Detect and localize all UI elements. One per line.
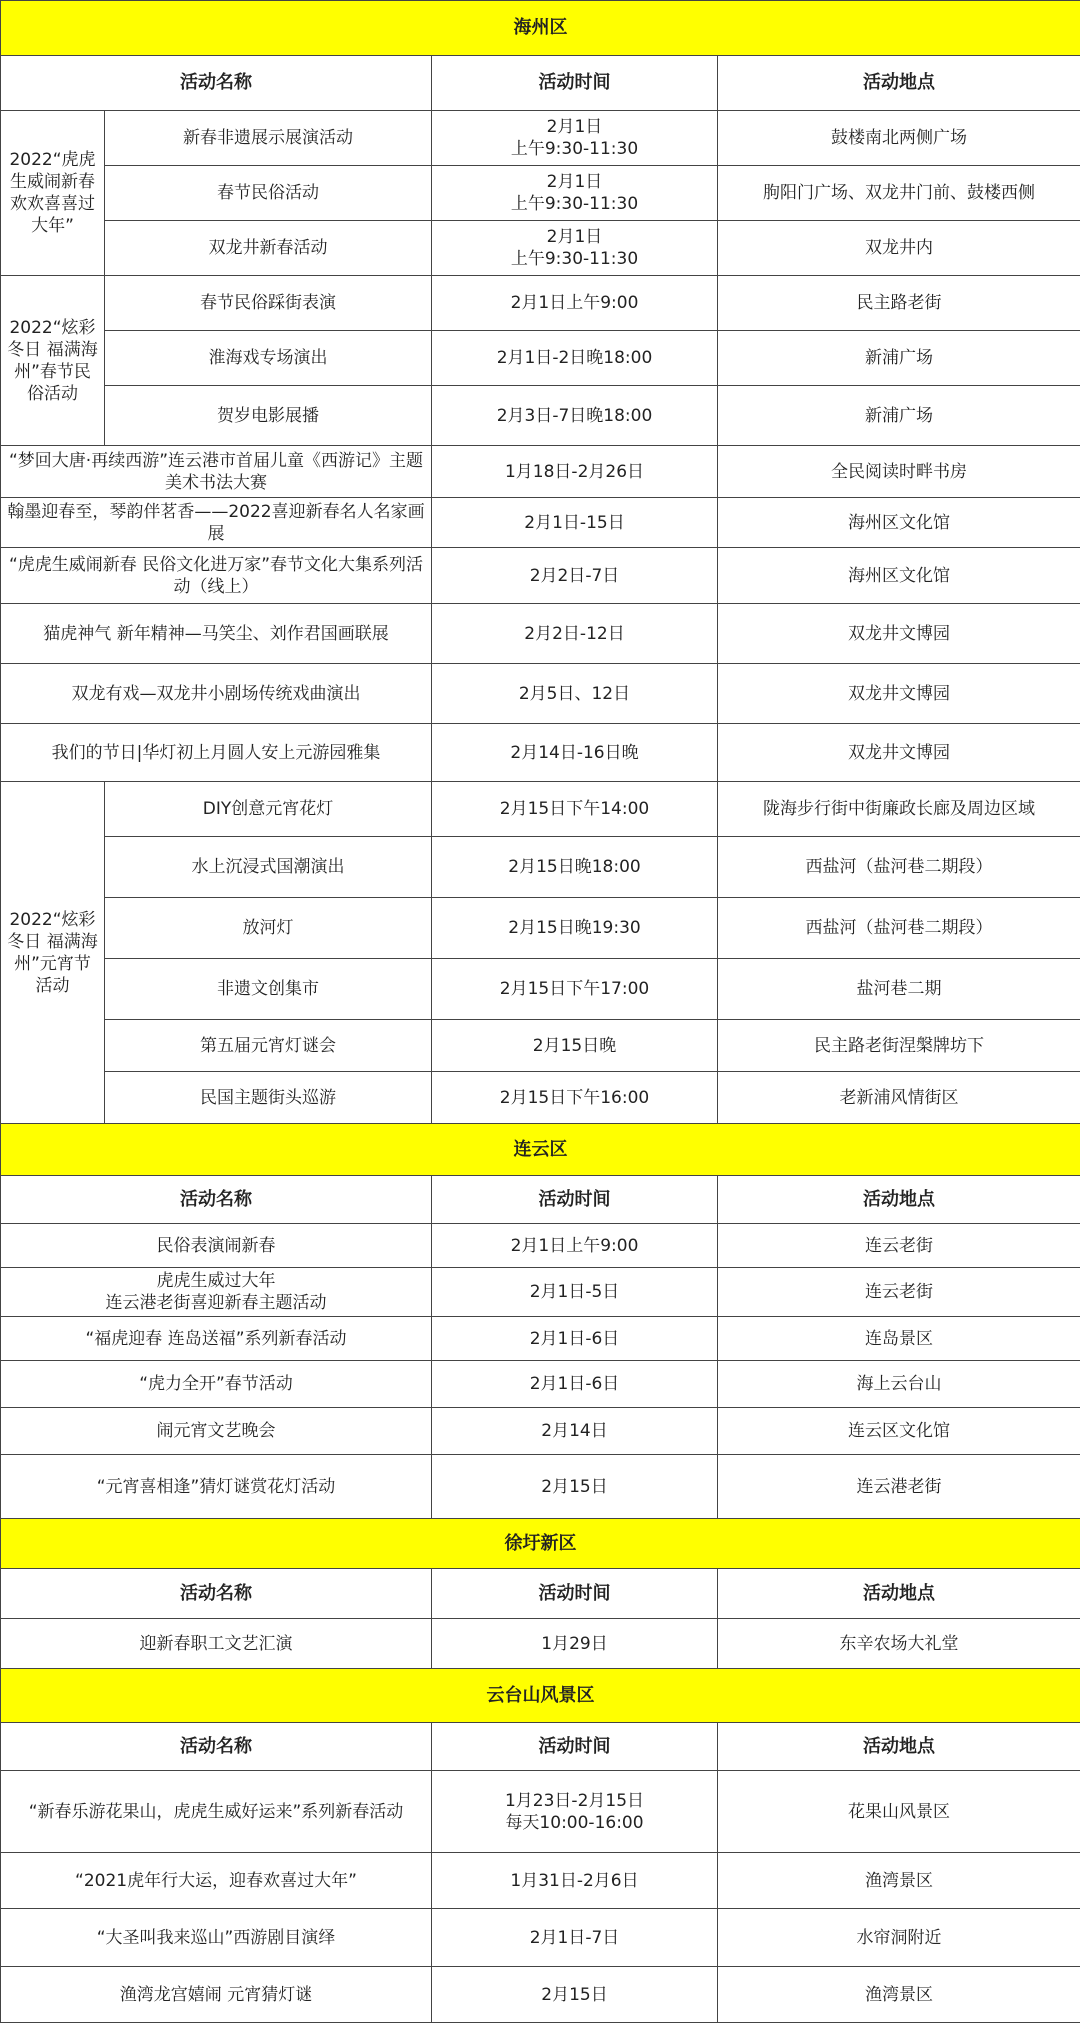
section-title-xuwei: 徐圩新区 <box>1 1519 1080 1569</box>
activity-name: “虎虎生威闹新春 民俗文化进万家”春节文化大集系列活动（线上） <box>1 548 432 604</box>
header-name: 活动名称 <box>1 1569 432 1619</box>
activity-name: 非遗文创集市 <box>105 959 432 1020</box>
header-name: 活动名称 <box>1 1723 432 1771</box>
table-row <box>1 1455 1080 1519</box>
activity-place: 双龙井文博园 <box>718 664 1080 724</box>
group-label: 2022“炫彩冬日 福满海州”元宵节活动 <box>1 782 105 1124</box>
activity-time: 2月2日-12日 <box>432 604 718 664</box>
activity-time: 2月15日 <box>432 1967 718 2023</box>
activity-name: 翰墨迎春至，琴韵伴茗香——2022喜迎新春名人名家画展 <box>1 498 432 548</box>
activity-place: 双龙井文博园 <box>718 604 1080 664</box>
table-row <box>1 724 1080 782</box>
activity-name: 双龙井新春活动 <box>105 221 432 276</box>
activity-name: “虎力全开”春节活动 <box>1 1361 432 1408</box>
header-name: 活动名称 <box>1 56 432 111</box>
table-row <box>1 1408 1080 1455</box>
activity-name: 春节民俗踩街表演 <box>105 276 432 331</box>
section-title-lianyun: 连云区 <box>1 1124 1080 1176</box>
activity-time: 2月15日下午14:00 <box>432 782 718 837</box>
table-row <box>1 1268 1080 1317</box>
activity-place: 全民阅读时畔书房 <box>718 446 1080 498</box>
activity-name: 我们的节日|华灯初上月圆人安上元游园雅集 <box>1 724 432 782</box>
activity-place: 新浦广场 <box>718 386 1080 446</box>
activity-time: 2月1日-6日 <box>432 1361 718 1408</box>
activity-name: “新春乐游花果山，虎虎生威好运来”系列新春活动 <box>1 1771 432 1853</box>
table-row <box>1 959 1080 1020</box>
activity-time: 2月1日-6日 <box>432 1317 718 1361</box>
activity-name: 渔湾龙宫嬉闹 元宵猜灯谜 <box>1 1967 432 2023</box>
activity-time: 1月23日-2月15日 每天10:00-16:00 <box>432 1771 718 1853</box>
activity-place: 水帘洞附近 <box>718 1909 1080 1967</box>
table-row <box>1 1224 1080 1268</box>
activity-time: 2月1日-7日 <box>432 1909 718 1967</box>
activity-time: 1月29日 <box>432 1619 718 1669</box>
activity-place: 老新浦风情街区 <box>718 1072 1080 1124</box>
activity-time: 2月15日晚19:30 <box>432 898 718 959</box>
activity-name: 放河灯 <box>105 898 432 959</box>
activity-place: 海上云台山 <box>718 1361 1080 1408</box>
header-time: 活动时间 <box>432 1176 718 1224</box>
table-row <box>1 331 1080 386</box>
activity-name: “元宵喜相逢”猜灯谜赏花灯活动 <box>1 1455 432 1519</box>
activity-place: 花果山风景区 <box>718 1771 1080 1853</box>
activity-place: 朐阳门广场、双龙井门前、鼓楼西侧 <box>718 166 1080 221</box>
activity-name: 猫虎神气 新年精神—马笑尘、刘作君国画联展 <box>1 604 432 664</box>
activity-time: 2月1日 上午9:30-11:30 <box>432 221 718 276</box>
table-row <box>1 1020 1080 1072</box>
activity-place: 渔湾景区 <box>718 1967 1080 2023</box>
table-row <box>1 276 1080 331</box>
activity-place: 双龙井内 <box>718 221 1080 276</box>
activity-place: 西盐河（盐河巷二期段） <box>718 898 1080 959</box>
activity-time: 1月31日-2月6日 <box>432 1853 718 1909</box>
table-row <box>1 1317 1080 1361</box>
activity-time: 2月15日下午16:00 <box>432 1072 718 1124</box>
activity-name: 虎虎生威过大年 连云港老街喜迎新春主题活动 <box>1 1268 432 1317</box>
activity-name: 民俗表演闹新春 <box>1 1224 432 1268</box>
activity-place: 西盐河（盐河巷二期段） <box>718 837 1080 898</box>
activity-time: 2月14日-16日晚 <box>432 724 718 782</box>
activity-time: 2月3日-7日晚18:00 <box>432 386 718 446</box>
activity-place: 海州区文化馆 <box>718 498 1080 548</box>
section-title-yuntai: 云台山风景区 <box>1 1669 1080 1723</box>
activity-place: 连云老街 <box>718 1268 1080 1317</box>
table-row <box>1 1853 1080 1909</box>
activity-place: 民主路老街 <box>718 276 1080 331</box>
table-row <box>1 664 1080 724</box>
activity-name: 贺岁电影展播 <box>105 386 432 446</box>
activity-name: 淮海戏专场演出 <box>105 331 432 386</box>
activity-time: 2月1日 上午9:30-11:30 <box>432 166 718 221</box>
activity-time: 2月15日晚 <box>432 1020 718 1072</box>
activity-place: 新浦广场 <box>718 331 1080 386</box>
header-place: 活动地点 <box>718 1569 1080 1619</box>
activity-place: 连云老街 <box>718 1224 1080 1268</box>
table-row <box>1 1909 1080 1967</box>
activity-time: 2月5日、12日 <box>432 664 718 724</box>
activity-time: 2月1日-5日 <box>432 1268 718 1317</box>
table-row <box>1 837 1080 898</box>
table-row <box>1 1072 1080 1124</box>
header-place: 活动地点 <box>718 1723 1080 1771</box>
activity-place: 盐河巷二期 <box>718 959 1080 1020</box>
activity-name: 水上沉浸式国潮演出 <box>105 837 432 898</box>
table-row <box>1 386 1080 446</box>
activity-place: 民主路老街涅槃牌坊下 <box>718 1020 1080 1072</box>
table-row <box>1 166 1080 221</box>
group-label: 2022“炫彩冬日 福满海州”春节民俗活动 <box>1 276 105 446</box>
activity-place: 东辛农场大礼堂 <box>718 1619 1080 1669</box>
activity-name: 闹元宵文艺晚会 <box>1 1408 432 1455</box>
activity-place: 海州区文化馆 <box>718 548 1080 604</box>
table-row <box>1 498 1080 548</box>
activity-place: 渔湾景区 <box>718 1853 1080 1909</box>
activity-time: 2月15日下午17:00 <box>432 959 718 1020</box>
table-row <box>1 221 1080 276</box>
activity-name: “2021虎年行大运，迎春欢喜过大年” <box>1 1853 432 1909</box>
table-row <box>1 604 1080 664</box>
table-row <box>1 1619 1080 1669</box>
activity-place: 连云港老街 <box>718 1455 1080 1519</box>
activity-time: 2月1日上午9:00 <box>432 276 718 331</box>
header-place: 活动地点 <box>718 1176 1080 1224</box>
header-name: 活动名称 <box>1 1176 432 1224</box>
activity-place: 鼓楼南北两侧广场 <box>718 111 1080 166</box>
table-row <box>1 446 1080 498</box>
activity-time: 2月2日-7日 <box>432 548 718 604</box>
activity-name: 第五届元宵灯谜会 <box>105 1020 432 1072</box>
activity-time: 2月1日-15日 <box>432 498 718 548</box>
activity-name: 民国主题街头巡游 <box>105 1072 432 1124</box>
activity-place: 双龙井文博园 <box>718 724 1080 782</box>
activity-name: 新春非遗展示展演活动 <box>105 111 432 166</box>
activity-time: 2月1日-2日晚18:00 <box>432 331 718 386</box>
activity-place: 连岛景区 <box>718 1317 1080 1361</box>
activity-name: 迎新春职工文艺汇演 <box>1 1619 432 1669</box>
activity-place: 连云区文化馆 <box>718 1408 1080 1455</box>
header-time: 活动时间 <box>432 56 718 111</box>
activity-name: “福虎迎春 连岛送福”系列新春活动 <box>1 1317 432 1361</box>
table-row <box>1 548 1080 604</box>
table-row <box>1 898 1080 959</box>
section-title-haizhou: 海州区 <box>1 1 1080 56</box>
header-time: 活动时间 <box>432 1723 718 1771</box>
activity-time: 2月14日 <box>432 1408 718 1455</box>
table-row <box>1 1361 1080 1408</box>
table-row <box>1 111 1080 166</box>
table-row <box>1 1967 1080 2023</box>
activity-time: 2月15日晚18:00 <box>432 837 718 898</box>
activity-name: 春节民俗活动 <box>105 166 432 221</box>
activity-time: 2月15日 <box>432 1455 718 1519</box>
activity-time: 1月18日-2月26日 <box>432 446 718 498</box>
activity-name: “大圣叫我来巡山”西游剧目演绎 <box>1 1909 432 1967</box>
activity-place: 陇海步行街中街廉政长廊及周边区域 <box>718 782 1080 837</box>
table-row <box>1 782 1080 837</box>
header-time: 活动时间 <box>432 1569 718 1619</box>
activity-name: DIY创意元宵花灯 <box>105 782 432 837</box>
activity-name: 双龙有戏—双龙井小剧场传统戏曲演出 <box>1 664 432 724</box>
table-row <box>1 1771 1080 1853</box>
group-label: 2022“虎虎生威闹新春欢欢喜喜过大年” <box>1 111 105 276</box>
header-place: 活动地点 <box>718 56 1080 111</box>
activity-time: 2月1日上午9:00 <box>432 1224 718 1268</box>
activity-time: 2月1日 上午9:30-11:30 <box>432 111 718 166</box>
activity-name: “梦回大唐·再续西游”连云港市首届儿童《西游记》主题美术书法大赛 <box>1 446 432 498</box>
